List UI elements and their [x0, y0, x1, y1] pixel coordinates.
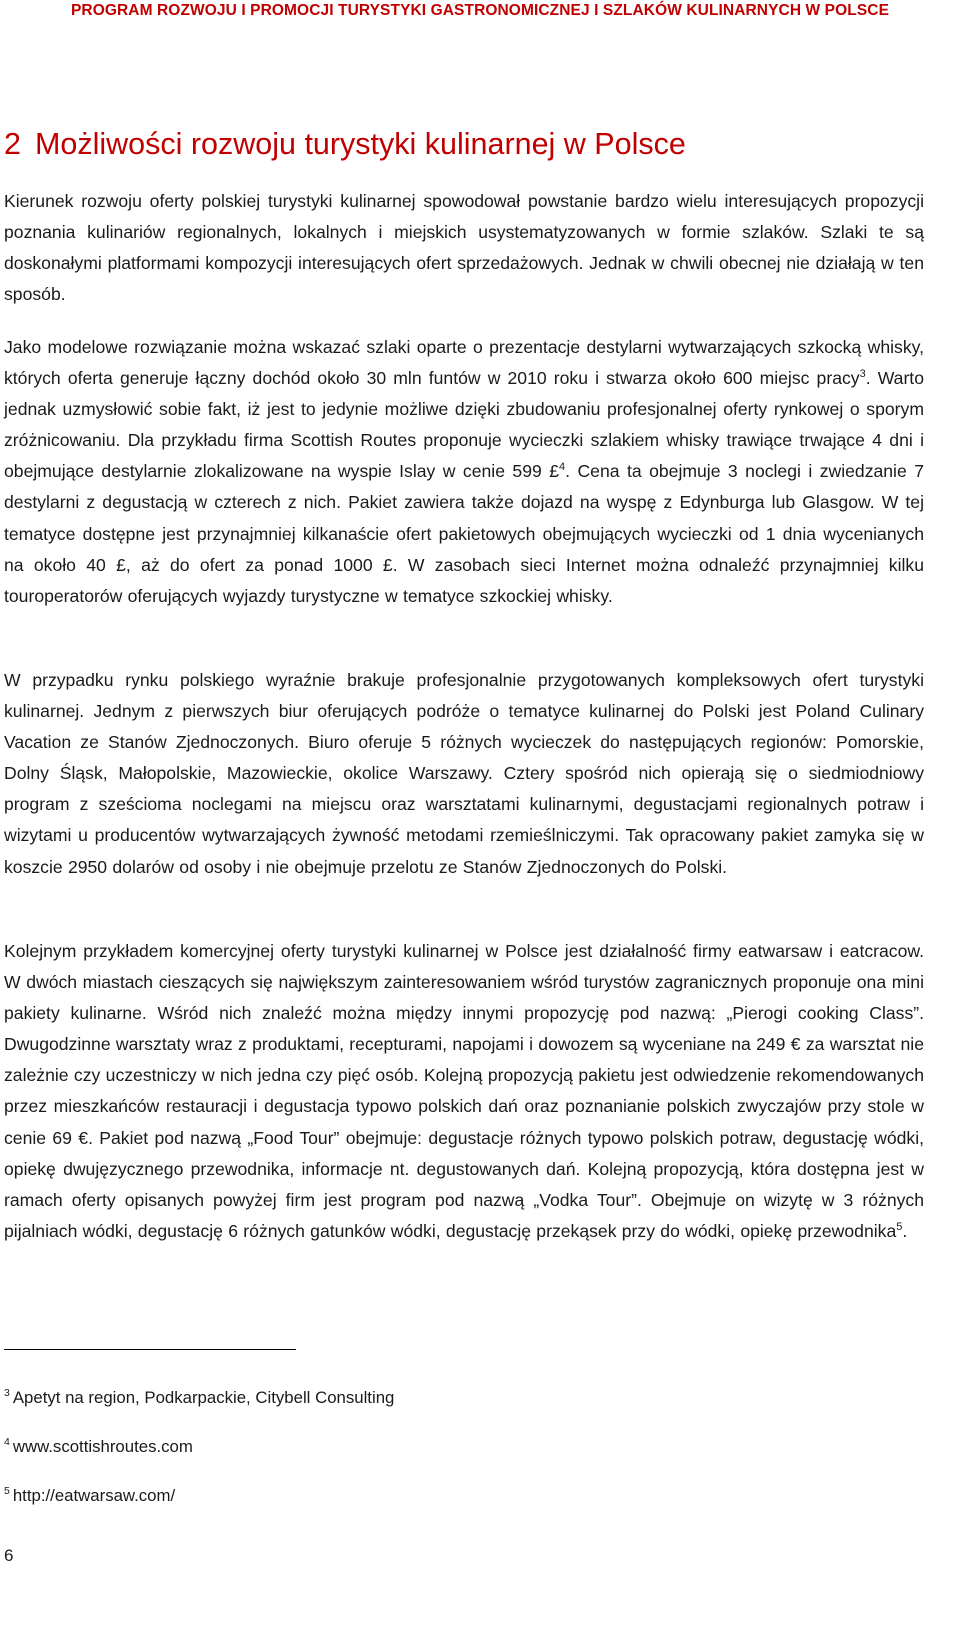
chapter-heading	[4, 124, 686, 164]
paragraph-text: . Cena ta obejmuje 3 noclegi i zwiedzanie 7 destylarni z degustacją w czterech z nich. Pakiet zawiera także dojazd na wyspę z Edynburga lub Glasgow. W tej tematyce dostępne jest przynajmniej kilkanaście ofert pakietowych obejmujących wycieczki od 1 dnia wycenianych na około 40 £, aż do ofert za ponad 1000 £. W zasobach sieci Internet można odnaleźć przynajmniej kilku touroperatorów oferujących wyjazdy turystyczne w tematyce szkockiej whisky.	[4, 461, 924, 606]
paragraph-text: Kolejnym przykładem komercyjnej oferty turystyki kulinarnej w Polsce jest działalność firmy eatwarsaw i eatcracow. W dwóch miastach cieszących się największym zainteresowaniem wśród turystów zagranicznych proponuje ona mini pakiety kulinarne. Wśród nich znaleźć można między innymi propozycję pod nazwą: „Pierogi cooking Class”. Dwugodzinne warsztaty wraz z produktami, recepturami, napojami i dowozem są wyceniane na 249 € za warsztat nie zależnie czy uczestniczy w nich jedna czy pięć osób. Kolejną propozycją pakietu jest odwiedzenie rekomendowanych przez mieszkańców restauracji i degustacja typowo polskich dań oraz poznanianie polskich zwyczajów przy stole w cenie 69 €. Pakiet pod nazwą „Food Tour” obejmuje: degustacje różnych typowo polskich potraw, degustację wódki, opiekę dwujęzycznego przewodnika, informacje nt. degustowanych dań. Kolejną propozycją, która dostępna jest w ramach oferty opisanych powyżej firm jest program pod nazwą „Vodka Tour”. Obejmuje on wizytę w 3 różnych pijalniach wódki, degustację 6 różnych gatunków wódki, degustację przekąsek przy do wódki, opiekę przewodnika	[4, 941, 924, 1241]
footnote-ref-4: 4	[559, 461, 566, 474]
footnote-5	[4, 1485, 175, 1507]
footnote-ref-3: 3	[859, 368, 866, 381]
footnote-mark: 4	[4, 1436, 10, 1448]
footnote-mark: 5	[4, 1485, 10, 1497]
paragraph-text: Jako modelowe rozwiązanie można wskazać szlaki oparte o prezentacje destylarni wytwarzających szkocką whisky, których oferta generuje łączny dochód około 30 mln funtów w 2010 roku i stwarza około 600 miejsc pracy	[4, 337, 924, 389]
paragraph-eatwarsaw	[4, 936, 924, 1247]
footnote-text: Apetyt na region, Podkarpackie, Citybell Consulting	[12, 1388, 395, 1407]
paragraph-text: .	[902, 1220, 908, 1241]
footnote-link[interactable]: www.scottishroutes.com	[12, 1437, 193, 1456]
paragraph-intro: Kierunek rozwoju oferty polskiej turystyki kulinarnej spowodował powstanie bardzo wielu interesujących propozycji poznania kulinariów regionalnych, lokalnych i miejskich usystematyzowanych w formie szlaków. Szlaki te są doskonałymi platformami kompozycji interesujących ofert sprzedażowych. Jednak w chwili obecnej nie działają w ten sposób.	[4, 191, 924, 305]
page-number: 6	[4, 1546, 14, 1565]
chapter-number: 2	[4, 127, 21, 161]
paragraph-scottish-whisky	[4, 332, 924, 612]
footnote-separator	[4, 1349, 296, 1350]
running-header: PROGRAM ROZWOJU I PROMOCJI TURYSTYKI GASTRONOMICZNEJ I SZLAKÓW KULINARNYCH W POLSCE	[70, 2, 890, 19]
paragraph-text: . Warto jednak uzmysłowić sobie fakt, iż jest to jedynie możliwe dzięki zbudowaniu profesjonalnej oferty rynkowej o sporym zróżnicowaniu. Dla przykładu firma Scottish Routes proponuje wycieczki szlakiem whisky trawiące trwające 4 dni i obejmujące destylarnie zlokalizowane na wyspie Islay w cenie 599 £	[4, 368, 924, 482]
footnote-ref-5: 5	[896, 1220, 903, 1233]
footnote-3	[4, 1387, 394, 1409]
paragraph-polish-market: W przypadku rynku polskiego wyraźnie brakuje profesjonalnie przygotowanych kompleksowych ofert turystyki kulinarnej. Jednym z pierwszych biur oferujących podróże o tematyce kulinarnej do Polski jest Poland Culinary Vacation ze Stanów Zjednoczonych. Biuro oferuje 5 różnych wycieczek do następujących regionów: Pomorskie, Dolny Śląsk, Małopolskie, Mazowieckie, okolice Warszawy. Cztery spośród nich opierają się o siedmiodniowy program z sześcioma noclegami na miejscu oraz warsztatami kulinarnymi, degustacjami regionalnych potraw i wizytami u producentów wytwarzających żywność metodami rzemieślniczymi. Tak opracowany pakiet zamyka się w koszcie 2950 dolarów od osoby i nie obejmuje przelotu ze Stanów Zjednoczonych do Polski.	[4, 670, 924, 877]
footnote-link[interactable]: http://eatwarsaw.com/	[12, 1486, 176, 1505]
footnote-4	[4, 1436, 193, 1458]
footnote-mark: 3	[4, 1387, 10, 1399]
chapter-title-text: Możliwości rozwoju turystyki kulinarnej w Polsce	[34, 127, 686, 161]
